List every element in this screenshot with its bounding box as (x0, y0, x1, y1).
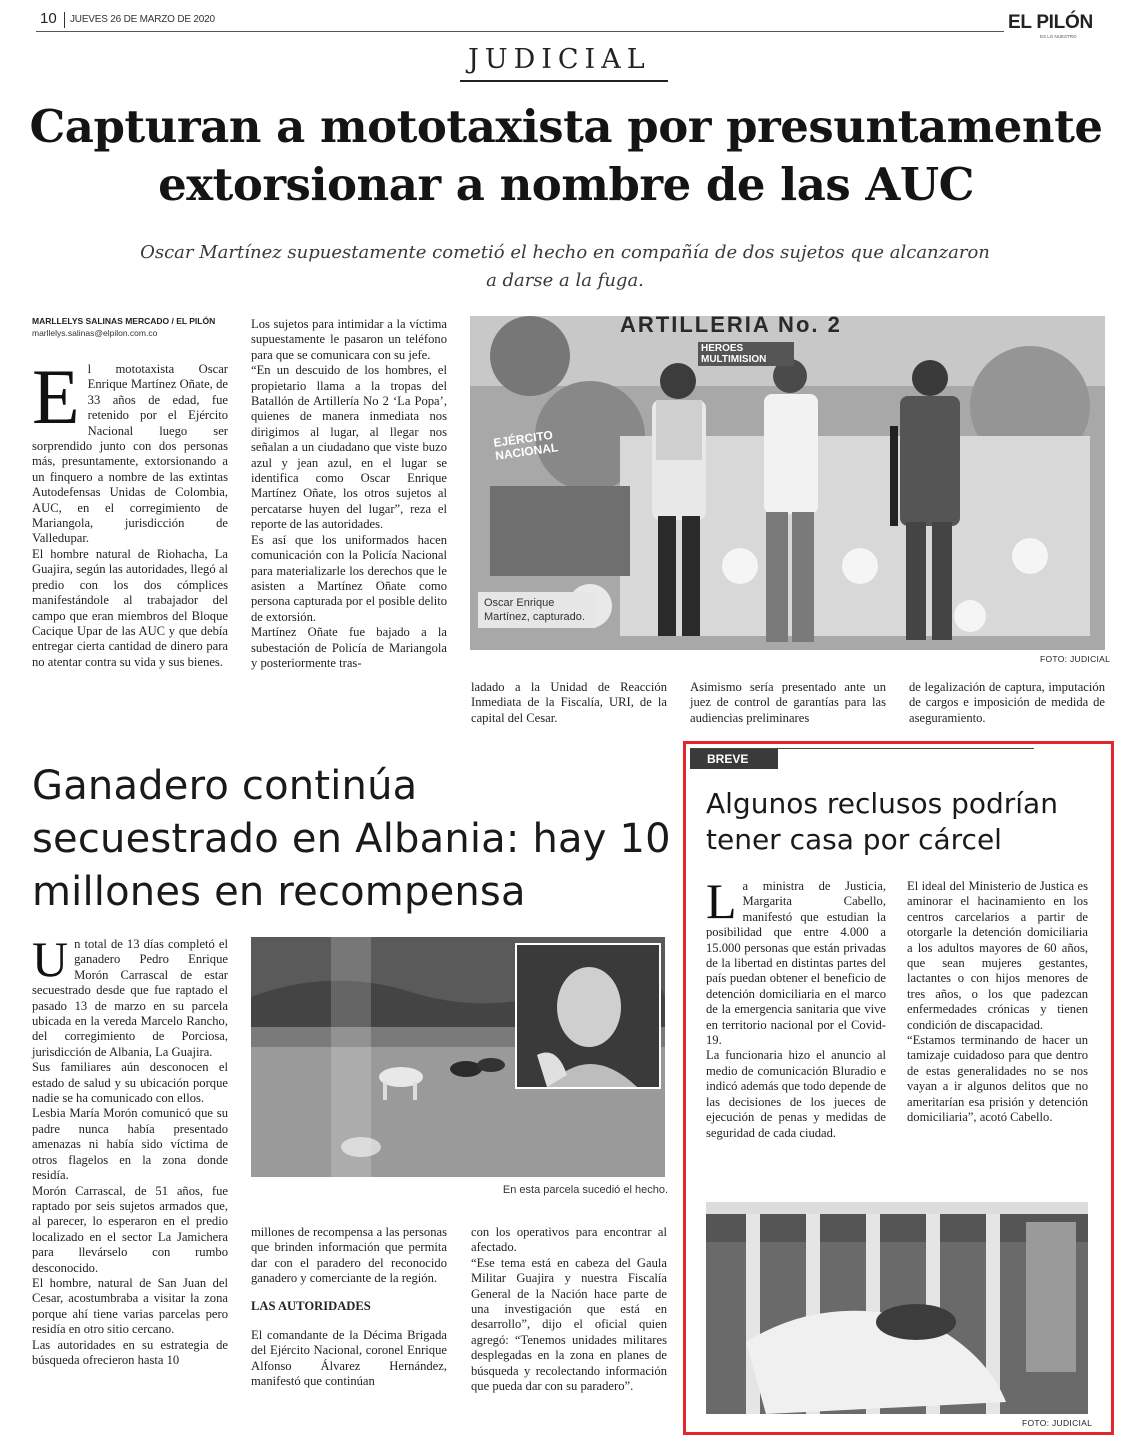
paragraph: El ideal del Ministerio de Justica es aminorar el hacinamiento en los centros carcelarios a partir de otorgarle la detención domiciliaria a los adultos mayores de 60 años, que sean mujeres gestantes, lactantes o con hijos menores de tres años, o los que padezcan enfermedades crónicas y tienen condición de discapacidad. (907, 879, 1088, 1032)
paragraph: Es así que los uniformados hacen comunicación con la Policía Nacional para materializarle los derechos que le asisten a Martínez Oñate como persona capturada por el posible delito de extorsión. (251, 532, 447, 624)
article1-subhead: Oscar Martínez supuestamente cometió el hecho en compañía de dos sujetos que alcanzaron a darse a la fuga. (140, 242, 990, 291)
paragraph: n total de 13 días completó el ganadero Pedro Enrique Morón Carrascal de estar secuestrado desde que fue raptado el pasado 13 de marzo en su parcela ubicada en la vereda Marcelo Rancho, del corregimiento de Porciosa, jurisdicción de Albania, La Guajira. (32, 937, 228, 1059)
article1-dropcap: E (32, 353, 80, 440)
paragraph: Sus familiares aún desconocen el estado de salud y su ubicación porque nadie se ha comunicado con ellos. (32, 1060, 228, 1106)
article1-column-3: ladado a la Unidad de Reacción Inmediata de la Fiscalía, URI, de la capital del Cesar. (471, 680, 667, 725)
paragraph: “Ese tema está en cabeza del Gaula Militar Guajira y nuestra Fiscalía General de la Nación hace parte de una investigación que está en desarrollo”, dijo el oficial quien agregó: “Tenemos unidades militares desplegadas en la zona en planes de búsqueda y recolectando información que pueda dar con su paradero”. (471, 1255, 667, 1394)
breve-column-2 (907, 879, 1088, 1126)
paragraph: La funcionaria hizo el anuncio al medio de comunicación Bluradio e indicó además que todo depende de las decisiones de los jueces de ejecución de penas y medidas de seguridad de cada ciudad. (706, 1048, 886, 1140)
paragraph: El hombre natural de Riohacha, La Guajira, según las autoridades, llegó al predio con los dos cómplices manifestándole al trabajador del campo que eran miembros del Bloque Cacique Upar de las AUC y que debía entregar cierta cantidad de dinero para no atentar contra su vida y sus bienes. (32, 546, 228, 669)
paragraph: Lesbia María Morón comunicó que su padre nunca había presentado amenazas ni había sido víctima de otros flagelos en la zona donde residía. (32, 1106, 228, 1183)
paragraph: con los operativos para encontrar al afectado. (471, 1225, 667, 1255)
farm-photo (251, 937, 665, 1177)
paragraph: El hombre, natural de San Juan del Cesar, acostumbraba a visitar la zona porque ahí tiene varias parcelas pero residía en otro sitio cercano. (32, 1275, 228, 1337)
section-underline (460, 80, 668, 82)
brand-tagline: ES LO NUESTRO (1040, 34, 1077, 39)
article1-headline: Capturan a mototaxista por presuntamente extorsionar a nombre de las AUC (29, 100, 1103, 211)
breve-dropcap: L (706, 873, 737, 929)
vest-text: EJÉRCITO NACIONAL (492, 427, 560, 463)
paragraph: Los sujetos para intimidar a la víctima supuestamente le pasaron un teléfono para que se comunicara con su jefe. (251, 317, 447, 362)
article2-headline: Ganadero continúa secuestrado en Albania: hay 10 millones en recompensa (32, 763, 671, 915)
victim-portrait (515, 943, 661, 1089)
paragraph: Las autoridades en su estrategia de búsqueda ofrecieron hasta 10 (32, 1337, 228, 1367)
paragraph: Morón Carrascal, de 51 años, fue raptado por seis sujetos armados que, al parecer, lo esperaron en el predio localizado en el sector La Jamichera para llevárselo con rumbo desconocido. (32, 1183, 228, 1275)
breve-headline: Algunos reclusos podrían tener casa por cárcel (706, 787, 1058, 856)
farm-photo-caption: En esta parcela sucedió el hecho. (502, 1184, 668, 1196)
breve-column-1 (706, 873, 886, 1141)
paragraph: “Estamos terminando de hacer un tamizaje cuidadoso para que dentro de estas generalidades no se nos vayan a ir algunos delitos que no ameritarían esa prisión y detención domiciliaria”, acotó Cabello. (907, 1033, 1088, 1125)
article1-column-5: de legalización de captura, imputación de cargos e imposición de medida de aseguramiento. (909, 680, 1105, 725)
article2-subheading: LAS AUTORIDADES (251, 1298, 371, 1313)
portrait-illustration (517, 945, 659, 1087)
photo-banner-text: ARTILLERIA No. 2 (620, 316, 842, 337)
header-divider-tick (64, 12, 65, 28)
prison-photo-illustration (706, 1202, 1088, 1414)
paragraph: millones de recompensa a las personas que brinden información que permita dar con el paradero del reconocido ganadero y comerciante de la región. (251, 1225, 447, 1286)
paragraph: “En un descuido de los hombres, el propietario llama a la tropas del Batallón de Artillería No 2 ‘La Popa’, quienes de manera inmediata nos dirigimos al lugar, al llegar nos señalan a un ciudadano que viste buzo azul y jean azul, en el lugar se identifica como Oscar Enrique Martínez Oñate, los otros sujetos al percatarse huyen del lugar”, reza el reporte de las autoridades. (251, 363, 447, 532)
arrest-photo-caption: Oscar Enrique Martínez, capturado. (484, 597, 585, 623)
page-number: 10 (40, 10, 57, 27)
paragraph: a ministra de Justicia, Margarita Cabello, manifestó que estudian la posibilidad que entre 4.000 a 15.000 personas que están privadas de la libertad en distintas partes del país puedan obtener el beneficio de detención domiciliaria en el marco de la emergencia sanitaria que vive en territorio nacional por el Covid-19. (706, 879, 886, 1048)
article2-dropcap: U (32, 931, 69, 987)
header-rule (36, 31, 1004, 32)
article1-email: marllelys.salinas@elpilon.com.co (32, 328, 158, 338)
arrest-photo (470, 316, 1105, 650)
article1-column-4: Asimismo sería presentado ante un juez de control de garantías para las audiencias preliminares (690, 680, 886, 725)
brand-logo: EL PILÓN (1008, 12, 1093, 33)
paragraph: l mototaxista Oscar Enrique Martínez Oñate, de 33 años de edad, fue retenido por el Ejército Nacional luego ser sorprendido junto con dos personas más, presuntamente, extorsionando a un finquero a nombre de las extintas Autodefensas Unidas de Colombia, AUC, en el corregimiento de Mariangola, jurisdicción de Valledupar. (32, 362, 228, 546)
issue-date: JUEVES 26 DE MARZO DE 2020 (70, 14, 215, 25)
article1-column-2 (251, 317, 447, 671)
prison-photo-credit: FOTO: JUDICIAL (1022, 1418, 1093, 1428)
article2-column-3 (471, 1225, 667, 1394)
photo-banner-subtext: HEROES MULTIMISION (698, 342, 794, 366)
article2-column-2 (251, 1225, 447, 1390)
paragraph: El comandante de la Décima Brigada del Ejército Nacional, coronel Enrique Alfonso Álvarez Hernández, manifestó que continúan (251, 1328, 447, 1389)
paragraph: Martínez Oñate fue bajado a la subestación de Policía de Mariangola y posteriormente tras- (251, 625, 447, 670)
article1-column-1 (32, 353, 228, 670)
section-title: JUDICIAL (468, 44, 651, 75)
article2-column-1 (32, 931, 228, 1368)
prison-photo (706, 1202, 1088, 1414)
arrest-photo-credit: FOTO: JUDICIAL (1040, 654, 1111, 664)
breve-label: BREVE (690, 749, 778, 769)
article1-byline: MARLLELYS SALINAS MERCADO / EL PILÓN (32, 316, 216, 326)
